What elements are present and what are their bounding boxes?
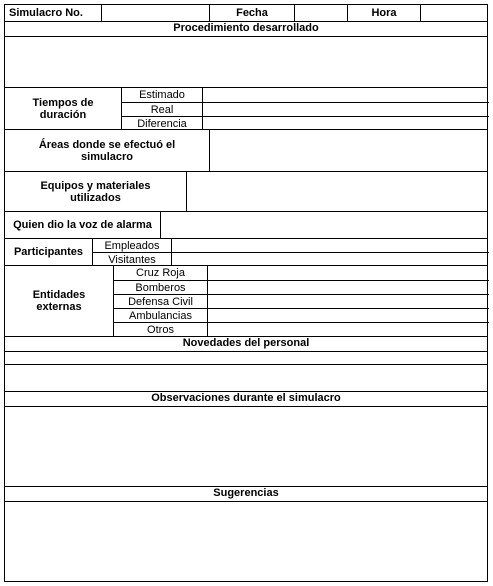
sugerencias-section	[5, 486, 487, 582]
procedimiento-title: Procedimiento desarrollado	[173, 22, 319, 34]
participantes-section	[5, 238, 487, 265]
participantes-rows	[92, 239, 489, 265]
sugerencias-field[interactable]	[5, 501, 487, 583]
sugerencias-title: Sugerencias	[213, 487, 279, 499]
observaciones-title: Observaciones durante el simulacro	[151, 392, 341, 404]
tiempos-row-label: Diferencia	[137, 117, 187, 130]
novedades-field-1[interactable]	[5, 351, 487, 364]
tiempos-row-real	[122, 102, 489, 116]
participantes-row-label: Visitantes	[108, 253, 156, 266]
tiempos-estimado-field[interactable]	[202, 88, 490, 102]
entidades-ambulancias-field[interactable]	[207, 309, 490, 322]
entidades-row-label: Bomberos	[135, 281, 186, 294]
equipos-label: Equipos y materiales utilizados	[40, 179, 151, 204]
novedades-title: Novedades del personal	[182, 337, 310, 349]
entidades-row-label: Ambulancias	[129, 309, 192, 322]
tiempos-row-estimado	[122, 88, 489, 102]
observaciones-section	[5, 391, 487, 486]
entidades-defensa-civil-field[interactable]	[207, 295, 490, 308]
alarma-section	[5, 211, 487, 238]
tiempos-section	[5, 87, 487, 129]
tiempos-real-field[interactable]	[202, 103, 490, 116]
fecha-field[interactable]	[294, 5, 347, 21]
simulacro-label: Simulacro No.	[9, 7, 83, 19]
participantes-label: Participantes	[13, 246, 84, 258]
entidades-row-cruz-roja	[114, 266, 489, 280]
participantes-empleados-field[interactable]	[171, 239, 490, 252]
tiempos-row-label: Estimado	[139, 89, 185, 101]
tiempos-rows	[121, 88, 489, 129]
equipos-section	[5, 171, 487, 211]
header-row	[5, 5, 487, 21]
participantes-row-visitantes	[93, 252, 489, 266]
tiempos-row-label: Real	[150, 103, 174, 116]
procedimiento-section	[5, 21, 487, 87]
areas-section	[5, 129, 487, 171]
entidades-row-label: Cruz Roja	[136, 267, 185, 279]
observaciones-field[interactable]	[5, 406, 487, 487]
participantes-row-label: Empleados	[104, 239, 160, 252]
entidades-cruz-roja-field[interactable]	[207, 266, 490, 280]
areas-field[interactable]	[209, 130, 489, 171]
entidades-row-ambulancias	[114, 308, 489, 322]
tiempos-row-diferencia	[122, 116, 489, 130]
fecha-label: Fecha	[209, 5, 294, 21]
procedimiento-field[interactable]	[5, 36, 487, 88]
alarma-label: Quien dio la voz de alarma	[13, 219, 152, 231]
entidades-rows	[113, 266, 489, 336]
simulacro-number-field[interactable]	[101, 5, 209, 21]
participantes-row-empleados	[93, 239, 489, 252]
alarma-field[interactable]	[160, 212, 489, 238]
hora-label: Hora	[347, 5, 420, 21]
equipos-field[interactable]	[186, 172, 489, 211]
entidades-row-defensa-civil	[114, 294, 489, 308]
entidades-row-otros	[114, 322, 489, 337]
hora-field[interactable]	[420, 5, 489, 21]
entidades-section	[5, 265, 487, 336]
simulacro-form	[4, 4, 488, 582]
entidades-row-label: Defensa Civil	[128, 295, 193, 308]
entidades-bomberos-field[interactable]	[207, 281, 490, 294]
entidades-row-bomberos	[114, 280, 489, 294]
entidades-row-label: Otros	[147, 324, 174, 336]
areas-label: Áreas donde se efectuó el simulacro	[38, 138, 176, 163]
entidades-otros-field[interactable]	[207, 323, 490, 337]
entidades-label: Entidades externas	[32, 289, 86, 313]
tiempos-label: Tiempos de duración	[32, 96, 94, 121]
